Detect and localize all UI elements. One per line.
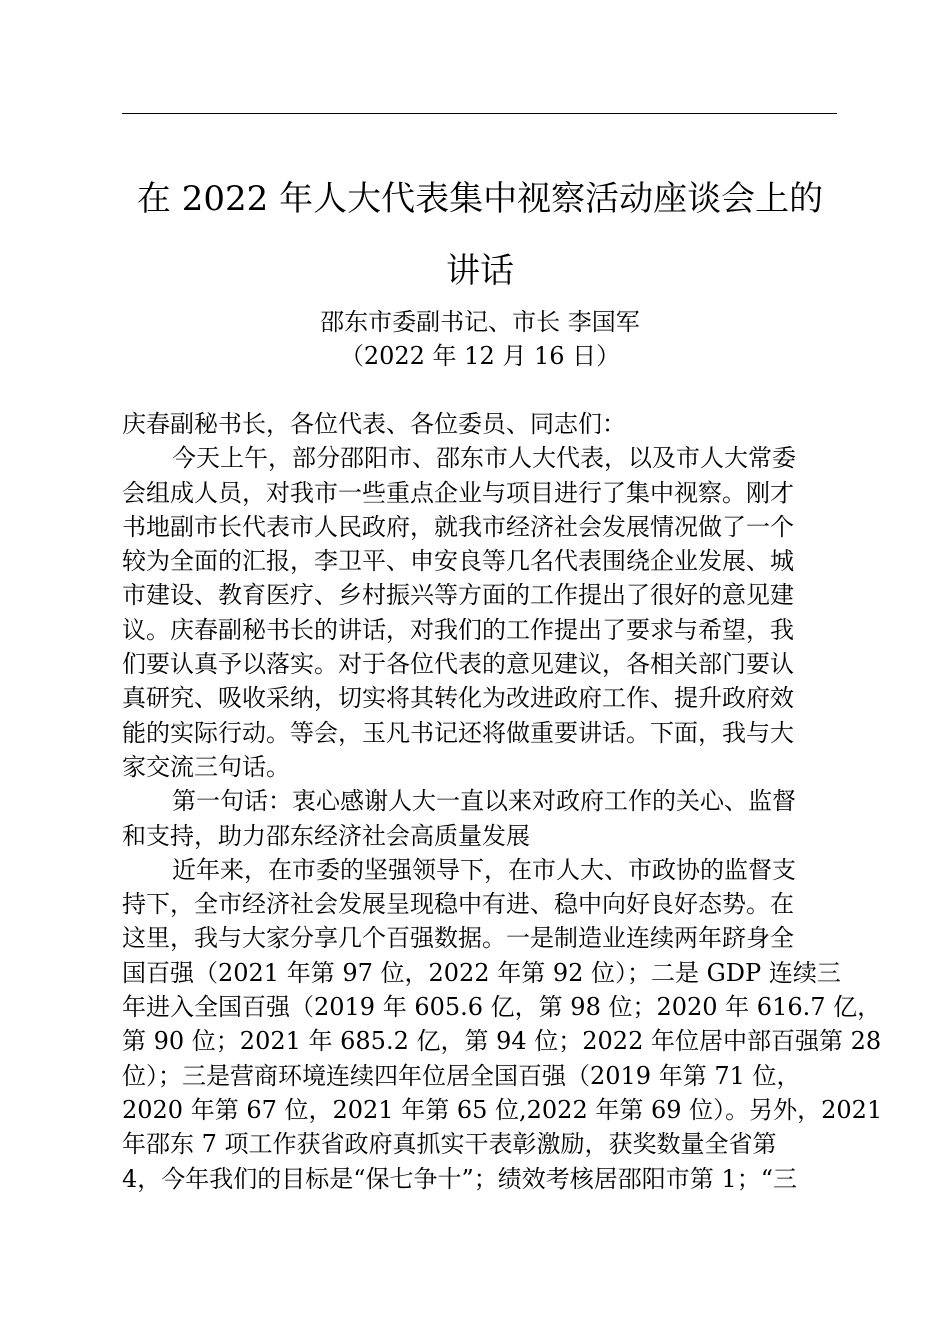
text-line: 市建设、教育医疗、乡村振兴等方面的工作提出了很好的意见建 <box>122 581 794 610</box>
speech-body <box>122 407 883 1196</box>
text-line: 第一句话：衷心感谢人大一直以来对政府工作的关心、监督 <box>172 787 796 816</box>
text-line: 会组成人员，对我市一些重点企业与项目进行了集中视察。刚才 <box>122 478 794 507</box>
document-title-line-2: 讲话 <box>446 251 514 291</box>
text-line: 4，今年我们的目标是“保七争十”；绩效考核居邵阳市第 1；“三 <box>122 1164 797 1193</box>
text-line: 较为全面的汇报，李卫平、申安良等几名代表围绕企业发展、城 <box>122 547 794 576</box>
text-line: 年邵东 7 项工作获省政府真抓实干表彰激励，获奖数量全省第 <box>122 1130 777 1159</box>
paragraph-achievements <box>122 853 883 1196</box>
text-line: 今天上午，部分邵阳市、邵东市人大代表，以及市人大常委 <box>172 444 796 473</box>
text-line: 书地副市长代表市人民政府，就我市经济社会发展情况做了一个 <box>122 512 794 541</box>
text-line: 家交流三句话。 <box>122 752 290 781</box>
text-line: 近年来，在市委的坚强领导下，在市人大、市政协的监督支 <box>172 855 796 884</box>
text-line: 真研究、吸收采纳，切实将其转化为改进政府工作、提升政府效 <box>122 684 794 713</box>
salutation: 庆春副秘书长，各位代表、各位委员、同志们： <box>122 410 626 438</box>
text-line: 持下，全市经济社会发展呈现稳中有进、稳中向好良好态势。在 <box>122 890 794 919</box>
text-line: 议。庆春副秘书长的讲话，对我们的工作提出了要求与希望，我 <box>122 615 794 644</box>
text-line: 能的实际行动。等会，玉凡书记还将做重要讲话。下面，我与大 <box>122 718 794 747</box>
date-line: （2022 年 12 月 16 日） <box>339 342 621 370</box>
paragraph-intro <box>122 441 862 784</box>
text-line: 国百强（2021 年第 97 位，2022 年第 92 位）；二是 GDP 连续三 <box>122 958 841 987</box>
author-line: 邵东市委副书记、市长 李国军 <box>320 308 640 336</box>
text-line: 第 90 位；2021 年 685.2 亿，第 94 位；2022 年位居中部百强第 28 <box>122 1027 882 1056</box>
document-title-line-1: 在 2022 年人大代表集中视察活动座谈会上的 <box>136 179 824 219</box>
text-line: 2020 年第 67 位，2021 年第 65 位,2022 年第 69 位）。另外，2021 <box>122 1095 883 1124</box>
text-line: 们要认真予以落实。对于各位代表的意见建议，各相关部门要认 <box>122 650 794 679</box>
text-line: 年进入全国百强（2019 年 605.6 亿，第 98 位；2020 年 616.7 亿， <box>122 993 882 1022</box>
section-heading-1 <box>122 784 862 853</box>
text-line: 和支持，助力邵东经济社会高质量发展 <box>122 821 530 850</box>
text-line: 位）；三是营商环境连续四年位居全国百强（2019 年第 71 位， <box>122 1061 801 1090</box>
text-line: 这里，我与大家分享几个百强数据。一是制造业连续两年跻身全 <box>122 924 794 953</box>
header-rule <box>122 113 837 114</box>
